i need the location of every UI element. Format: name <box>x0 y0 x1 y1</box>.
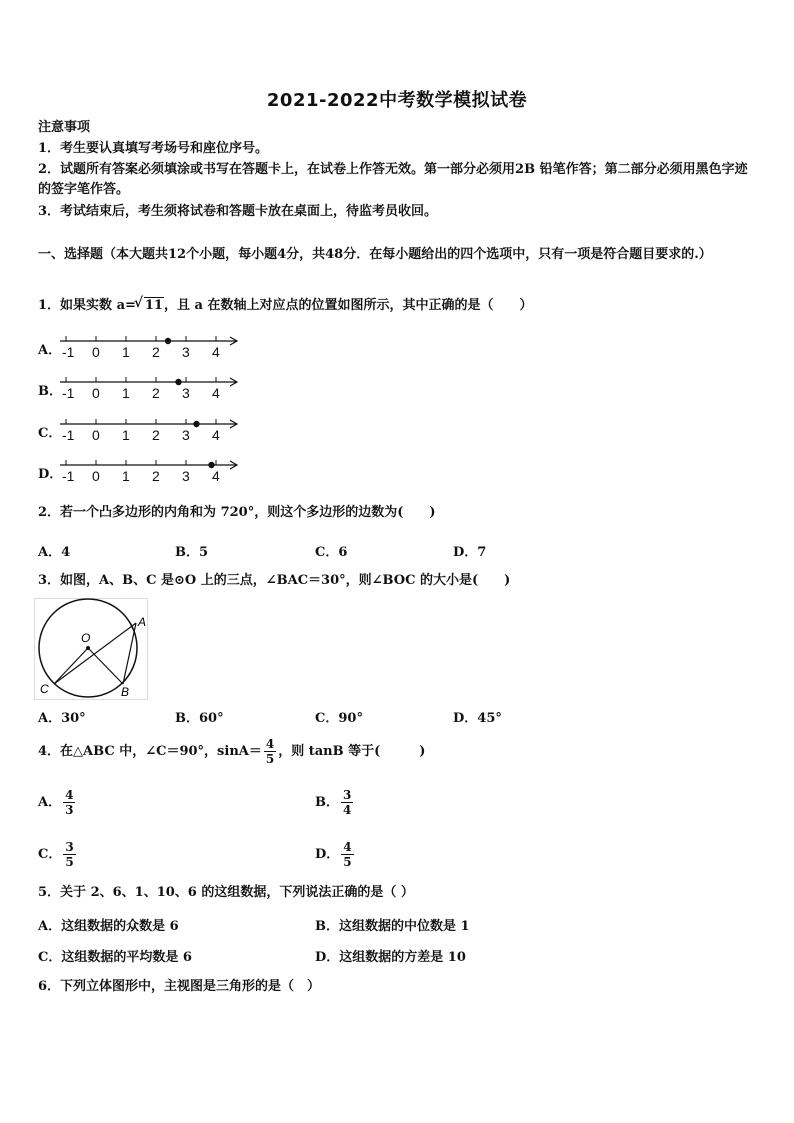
numberline-c <box>60 419 237 443</box>
q1-stem-post: ，且 a 在数轴上对应点的位置如图所示，其中正确的是（ ） <box>163 298 533 313</box>
tick-label: 1 <box>122 344 130 360</box>
point-a-dot <box>193 421 199 427</box>
tick-label: 0 <box>92 385 100 401</box>
q5-stem: 5．关于 2、6、1、10、6 的这组数据，下列说法正确的是（ ） <box>38 885 414 900</box>
tick-label: -1 <box>62 385 75 401</box>
sqrt-symbol <box>136 296 164 315</box>
fraction-numerator: 4 <box>343 840 352 854</box>
tick-label: 2 <box>152 427 160 443</box>
q1-option-b-label: B． <box>38 384 62 399</box>
q6-stem: 6．下列立体图形中，主视图是三角形的是（ ） <box>38 979 321 994</box>
tick-label: 2 <box>152 344 160 360</box>
option-fraction <box>63 788 75 817</box>
q4-option-b <box>315 785 355 821</box>
q3-option-d: D．45° <box>453 711 502 726</box>
q4-option-c <box>38 837 78 873</box>
q2-stem: 2．若一个凸多边形的内角和为 720°，则这个多边形的边数为( ) <box>38 505 436 520</box>
q5-option-c: C．这组数据的平均数是 6 <box>38 950 192 965</box>
q4-stem-post: ，则 tanB 等于( ) <box>278 744 426 759</box>
segment-oc <box>54 648 88 684</box>
tick-label: 4 <box>212 344 220 360</box>
tick-label: 2 <box>152 468 160 484</box>
tick-label: -1 <box>62 468 75 484</box>
q5-option-a: A．这组数据的众数是 6 <box>38 919 179 934</box>
label-o: O <box>81 631 91 645</box>
tick-label: 3 <box>182 344 190 360</box>
option-label: A． <box>38 795 62 810</box>
section-heading: 一、选择题（本大题共12个小题，每小题4分，共48分．在每小题给出的四个选项中，只有一项是符合题目要求的.） <box>38 247 712 262</box>
option-label: B． <box>315 795 339 810</box>
center-dot <box>86 646 90 650</box>
q2-option-d: D．7 <box>453 545 487 560</box>
label-a: A <box>138 615 147 629</box>
tick-label: -1 <box>62 427 75 443</box>
q1-option-a-numberline <box>58 332 243 360</box>
fraction-denominator: 3 <box>65 803 74 817</box>
q3-stem: 3．如图，A、B、C 是⊙O 上的三点，∠BAC＝30°，则∠BOC 的大小是( ) <box>38 573 511 588</box>
point-a-dot <box>165 338 171 344</box>
fraction-numerator: 3 <box>65 840 74 854</box>
q3-option-b: B．60° <box>175 711 224 726</box>
q5-option-b: B．这组数据的中位数是 1 <box>315 919 470 934</box>
tick-label: 3 <box>182 427 190 443</box>
tick-label: 4 <box>212 468 220 484</box>
notice-item-3: 3．考试结束后，考生须将试卷和答题卡放在桌面上，待监考员收回。 <box>38 204 438 219</box>
tick-label: -1 <box>62 344 75 360</box>
q2-option-b: B．5 <box>175 545 209 560</box>
tick-label: 0 <box>92 468 100 484</box>
segment-ca <box>54 623 136 684</box>
option-label: D． <box>315 847 340 862</box>
fraction-numerator: 4 <box>65 788 74 802</box>
fraction-numerator: 4 <box>265 737 275 751</box>
option-fraction <box>63 840 75 869</box>
q1-radicand: 11 <box>144 298 163 313</box>
q4-option-a <box>38 785 77 821</box>
fraction-denominator: 5 <box>265 752 275 766</box>
q5-option-d: D．这组数据的方差是 10 <box>315 950 466 965</box>
fraction-denominator: 5 <box>65 855 74 869</box>
q1-option-d-numberline <box>58 456 243 484</box>
fraction-numerator: 3 <box>343 788 352 802</box>
q4-stem-fraction <box>264 737 276 766</box>
point-a-dot <box>208 462 214 468</box>
label-c: C <box>40 682 49 696</box>
q1-stem-pre: 1．如果实数 a= <box>38 298 136 313</box>
q3-option-c: C．90° <box>315 711 363 726</box>
point-a-dot <box>175 379 181 385</box>
option-fraction <box>341 788 353 817</box>
numberline-b <box>60 377 237 401</box>
tick-label: 4 <box>212 427 220 443</box>
tick-label: 0 <box>92 427 100 443</box>
tick-label: 3 <box>182 468 190 484</box>
q2-option-c: C．6 <box>315 545 348 560</box>
numberline-a <box>60 336 237 360</box>
q3-circle-diagram <box>34 598 148 700</box>
page-title: 2021-2022中考数学模拟试卷 <box>266 90 528 111</box>
segment-ob <box>88 648 123 684</box>
numberline-d <box>60 460 237 484</box>
fraction-denominator: 5 <box>343 855 352 869</box>
notice-item-2: 2．试题所有答案必须填涂或书写在答题卡上，在试卷上作答无效。第一部分必须用2B 铅笔作答；第二部分必须用黑色字迹的签字笔作答。 <box>38 162 748 197</box>
label-b: B <box>121 685 130 699</box>
tick-label: 1 <box>122 385 130 401</box>
tick-label: 1 <box>122 427 130 443</box>
q1-option-a-label: A． <box>38 343 62 358</box>
option-label: C． <box>38 847 62 862</box>
q1-option-d-label: D． <box>38 467 63 482</box>
notice-heading: 注意事项 <box>38 120 91 135</box>
q4-stem-pre: 4．在△ABC 中，∠C＝90°，sinA＝ <box>38 744 262 759</box>
q1-option-b-numberline <box>58 373 243 401</box>
tick-label: 1 <box>122 468 130 484</box>
tick-label: 3 <box>182 385 190 401</box>
notice-item-1: 1．考生要认真填写考场号和座位序号。 <box>38 141 269 156</box>
tick-label: 2 <box>152 385 160 401</box>
tick-label: 4 <box>212 385 220 401</box>
q1-stem <box>38 296 532 315</box>
option-fraction <box>341 840 353 869</box>
q1-option-c-label: C． <box>38 426 62 441</box>
q1-option-c-numberline <box>58 415 243 443</box>
q2-option-a: A．4 <box>38 545 71 560</box>
q3-option-a: A．30° <box>38 711 86 726</box>
tick-label: 0 <box>92 344 100 360</box>
fraction-denominator: 4 <box>343 803 352 817</box>
q4-option-d <box>315 837 356 873</box>
q4-stem <box>38 733 425 771</box>
